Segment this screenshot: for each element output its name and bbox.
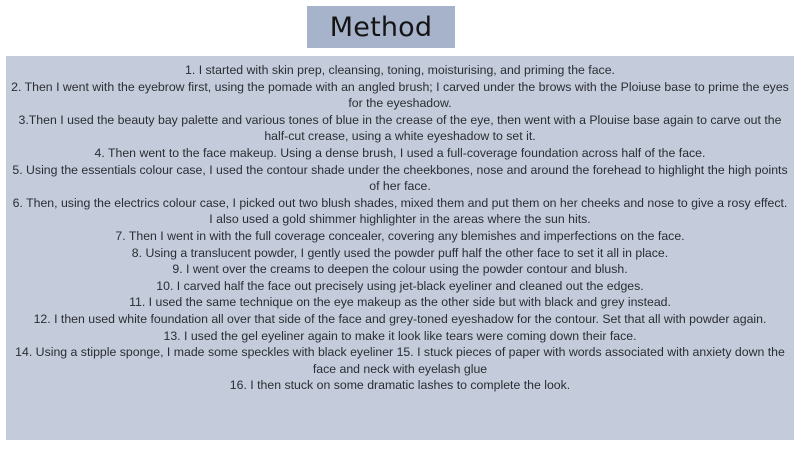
method-step: 10. I carved half the face out precisely using jet-black eyeliner and cleaned out the edges. bbox=[156, 278, 644, 293]
method-step: 8. Using a translucent powder, I gently used the powder puff half the other face to set it all in place. bbox=[131, 245, 669, 260]
method-step: 16. I then stuck on some dramatic lashes to complete the look. bbox=[229, 378, 571, 393]
method-step: 9. I went over the creams to deepen the colour using the powder contour and blush. bbox=[172, 262, 628, 277]
method-step: 2. Then I went with the eyebrow first, using the pomade with an angled brush; I carved under the brows with the Ploiuse base to prime the eyes for the eyeshadow. bbox=[11, 79, 789, 111]
title-box bbox=[307, 6, 455, 48]
method-step: 5. Using the essentials colour case, I used the contour shade under the cheekbones, nose and around the forehead to highlight the high points of her face. bbox=[12, 162, 788, 194]
method-step: 7. Then I went in with the full coverage concealer, covering any blemishes and imperfections on the face. bbox=[115, 228, 685, 243]
method-steps-list bbox=[10, 62, 790, 394]
method-step: 3.Then I used the beauty bay palette and various tones of blue in the crease of the eye, then went with a Plouise base again to carve out the half-cut crease, using a white eyeshadow to set it. bbox=[18, 112, 782, 144]
method-text-box bbox=[6, 56, 794, 440]
slide-title: Method bbox=[329, 11, 433, 43]
method-step: 4. Then went to the face makeup. Using a dense brush, I used a full-coverage foundation across half of the face. bbox=[94, 145, 706, 160]
method-step: 12. I then used white foundation all over that side of the face and grey-toned eyeshadow for the contour. Set that all with powder again. bbox=[33, 311, 767, 326]
method-step: 13. I used the gel eyeliner again to make it look like tears were coming down their face. bbox=[163, 328, 637, 343]
method-step: 1. I started with skin prep, cleansing, toning, moisturising, and priming the face. bbox=[185, 63, 615, 77]
method-step: 14. Using a stipple sponge, I made some speckles with black eyeliner 15. I stuck pieces of paper with words associated with anxiety down the face and neck with eyelash glue bbox=[15, 345, 785, 376]
method-step: 11. I used the same technique on the eye makeup as the other side but with black and grey instead. bbox=[129, 295, 671, 310]
method-step: 6. Then, using the electrics colour case, I picked out two blush shades, mixed them and put them on her cheeks and nose to give a rosy effect. I also used a gold shimmer highlighter in the areas where the sun hits. bbox=[12, 195, 788, 227]
